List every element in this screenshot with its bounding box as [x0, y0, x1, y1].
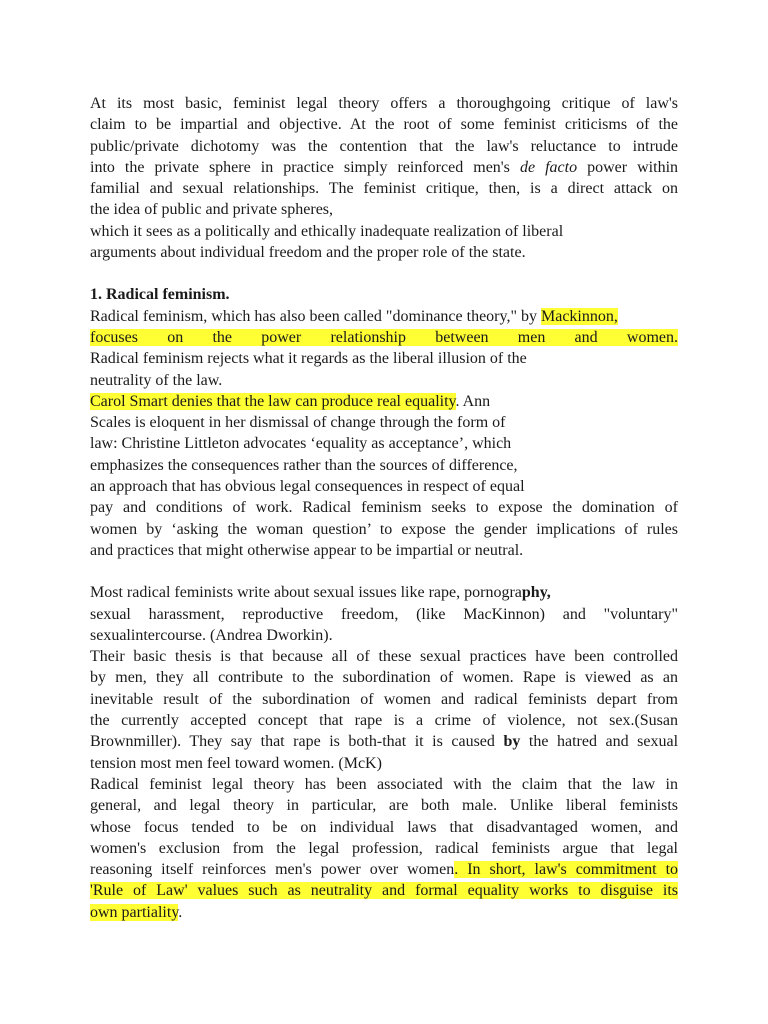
text-line — [90, 582, 678, 603]
text-line — [90, 391, 678, 412]
text-line — [90, 880, 678, 901]
paragraph-gap — [90, 263, 678, 284]
text-line — [90, 731, 678, 752]
highlighted-text: . In short, law's commitment to — [454, 861, 679, 879]
highlighted-text: Mackinnon, — [541, 307, 618, 325]
text-span: reasoning itself reinforces men's power over women — [90, 861, 455, 879]
text-span: . — [178, 903, 183, 921]
section-radical-feminism — [90, 284, 678, 561]
text-line: emphasizes the consequences rather than the sources of difference, — [90, 456, 518, 474]
text-line: an approach that has obvious legal consequences in respect of equal — [90, 478, 525, 496]
document-page — [90, 93, 678, 923]
text-line — [90, 327, 678, 348]
section-sexual-issues — [90, 582, 678, 923]
text-line: the idea of public and private spheres, — [90, 201, 334, 219]
text-line: public/private dichotomy was the contention that the law's reluctance to intrude — [90, 137, 678, 155]
text-line: by men, they all contribute to the subordination of women. Rape is viewed as an — [90, 669, 678, 687]
text-line: familial and sexual relationships. The feminist critique, then, is a direct attack on — [90, 180, 678, 198]
text-line: Radical feminism rejects what it regards as the liberal illusion of the — [90, 350, 527, 368]
bold-text: phy, — [521, 584, 551, 602]
highlighted-text: own partiality — [90, 903, 179, 921]
text-line: At its most basic, feminist legal theory offers a thoroughgoing critique of law's — [90, 95, 678, 112]
text-span: into the private sphere in practice simply reinforced men's — [90, 158, 520, 176]
text-line: the currently accepted concept that rape is a crime of violence, not sex.(Susan — [90, 712, 678, 730]
text-line: and practices that might otherwise appear to be impartial or neutral. — [90, 541, 524, 559]
text-line: sexual harassment, reproductive freedom, (like MacKinnon) and "voluntary" — [90, 605, 678, 623]
text-span: . Ann — [455, 392, 491, 410]
bold-text: by — [503, 733, 521, 751]
text-line: claim to be impartial and objective. At the root of some feminist criticisms of the — [90, 116, 678, 134]
text-line: tension most men feel toward women. (McK) — [90, 754, 382, 772]
text-line — [90, 306, 678, 327]
text-line: women by ‘asking the woman question’ to expose the gender implications of rules — [90, 520, 678, 538]
text-line: women's exclusion from the legal profession, radical feminists argue that legal — [90, 839, 678, 857]
text-span: Radical feminism, which has also been called "dominance theory," by — [90, 307, 541, 325]
text-line: which it sees as a politically and ethically inadequate realization of liberal — [90, 222, 564, 240]
text-line: pay and conditions of work. Radical feminism seeks to expose the domination of — [90, 499, 678, 517]
intro-paragraph — [90, 93, 678, 263]
text-line: Scales is eloquent in her dismissal of change through the form of — [90, 414, 506, 432]
text-span: Brownmiller). They say that rape is both-that it is caused — [90, 733, 504, 751]
text-line: Their basic thesis is that because all of these sexual practices have been controlled — [90, 648, 678, 666]
text-line: whose focus tended to be on individual laws that disadvantaged women, and — [90, 818, 678, 836]
text-line: neutrality of the law. — [90, 371, 223, 389]
text-line: Radical feminist legal theory has been associated with the claim that the law in — [90, 775, 678, 793]
section-heading: 1. Radical feminism. — [90, 286, 230, 304]
paragraph-gap — [90, 561, 678, 582]
highlighted-text: 'Rule of Law' values such as neutrality and formal equality works to disguise its — [90, 882, 678, 900]
text-line — [90, 902, 678, 923]
italic-term: de facto — [519, 158, 578, 176]
text-line: arguments about individual freedom and the proper role of the state. — [90, 244, 526, 262]
text-line — [90, 859, 678, 880]
text-line — [90, 157, 678, 178]
text-span: Most radical feminists write about sexual issues like rape, pornogra — [90, 584, 522, 602]
text-line: sexualintercourse. (Andrea Dworkin). — [90, 626, 333, 644]
text-line: general, and legal theory in particular, are both male. Unlike liberal feminists — [90, 797, 678, 815]
text-span: the hatred and sexual — [520, 733, 679, 751]
text-line: law: Christine Littleton advocates ‘equality as acceptance’, which — [90, 435, 512, 453]
text-span: power within — [577, 158, 679, 176]
text-line: inevitable result of the subordination of women and radical feminists depart from — [90, 690, 678, 708]
highlighted-text: Carol Smart denies that the law can produce real equality — [90, 392, 456, 410]
highlighted-text: focuses on the power relationship between men and women. — [90, 328, 678, 346]
